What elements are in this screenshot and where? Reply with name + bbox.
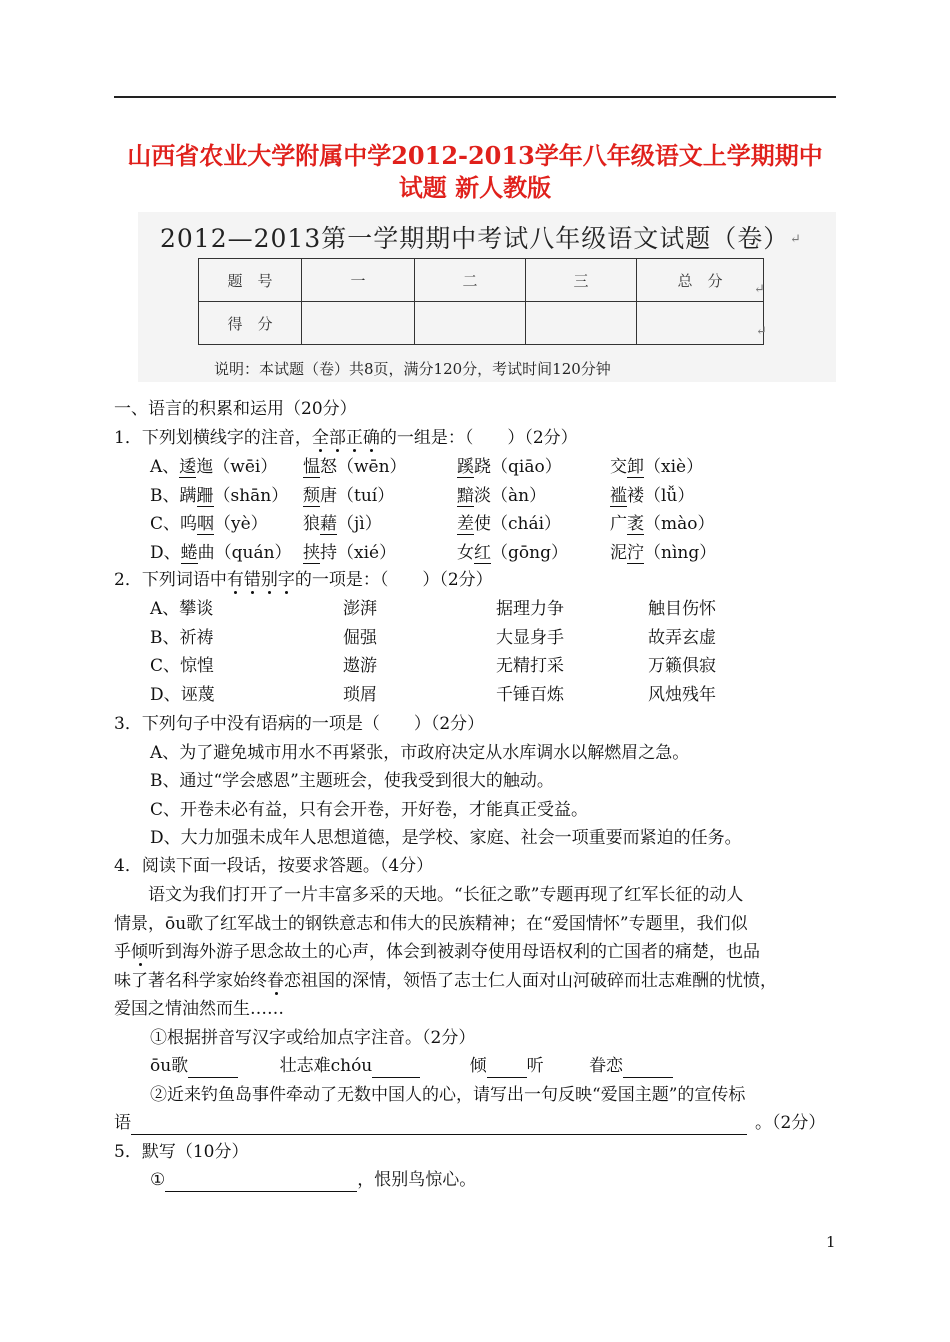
underlined-char: 红 xyxy=(474,543,491,563)
question-1-option-item: B、蹒跚（shān） xyxy=(150,486,289,506)
question-2-stem: 2．下列词语中有错别字的一项是：（ ）（2分） xyxy=(114,570,493,590)
question-2-option-item: 据理力争 xyxy=(496,599,564,619)
question-2-option-item: 琐屑 xyxy=(343,685,377,705)
answer-blank[interactable] xyxy=(487,1055,527,1078)
document-title-line1: 山西省农业大学附属中学2012-2013学年八年级语文上学期期中 xyxy=(127,141,823,170)
score-table-cell: 总 分 xyxy=(637,259,764,302)
dotted-char: 部 xyxy=(328,428,346,448)
emphasis-dotted xyxy=(312,428,380,448)
paragraph-mark-icon: ↵ xyxy=(756,324,767,339)
question-1-option-item: 泥泞（nìng） xyxy=(610,543,717,563)
question-1-stem: 1．下列划横线字的注音，全部正确的一组是：（ ）（2分） xyxy=(114,428,578,448)
underlined-char: 泞 xyxy=(627,543,644,563)
paragraph-mark-icon: ↵ xyxy=(754,282,765,297)
sub-question-1: ①根据拼音写汉字或给加点字注音。（2分） xyxy=(150,1028,476,1048)
sub-question-1-answers: ōu歌 壮志难chóu 倾 听 眷恋 xyxy=(150,1055,673,1078)
score-table-row-header xyxy=(199,259,764,302)
underlined-char: 跚 xyxy=(196,486,214,506)
underlined-char: 挟 xyxy=(303,543,320,563)
question-1-option-item: 黯淡（àn） xyxy=(457,486,547,506)
question-2-option-item: 大显身手 xyxy=(496,628,564,648)
section-heading: 一、语言的积累和运用（20分） xyxy=(114,399,357,419)
paragraph-mark-icon: ↵ xyxy=(790,232,801,247)
question-1-option-item: A、逶迤（wēi） xyxy=(150,457,278,477)
exam-header-title: 2012—2013第一学期期中考试八年级语文试题（卷） xyxy=(160,224,790,253)
score-table-blank-cell xyxy=(302,302,415,345)
underlined-char: 差 xyxy=(457,514,474,534)
question-1-option-item: 褴褛（lǚ） xyxy=(610,486,695,506)
question-2-option-item: 遨游 xyxy=(343,656,377,676)
underlined-char: 黯 xyxy=(457,486,474,506)
dotted-char: 字 xyxy=(277,570,295,590)
emphasis-dotted xyxy=(227,570,295,590)
question-3-stem: 3．下列句子中没有语病的一项是（ ）（2分） xyxy=(114,714,485,734)
question-1-option-item: 差使（chái） xyxy=(457,514,562,534)
question-2-option-item: 倔强 xyxy=(343,628,377,648)
dotted-char: 眷 xyxy=(267,971,284,991)
score-table-blank-cell xyxy=(637,302,764,345)
underlined-char: 逶 xyxy=(179,457,197,477)
dotted-char: 确 xyxy=(362,428,380,448)
underlined-char: 蹊 xyxy=(457,457,474,477)
score-table-cell: 题 号 xyxy=(199,259,302,302)
page-number: 1 xyxy=(826,1233,836,1251)
score-table-cell: 得 分 xyxy=(199,302,302,345)
underlined-char: 藉 xyxy=(320,514,337,534)
answer-blank[interactable] xyxy=(372,1055,420,1078)
question-2-option-item: B、祈祷 xyxy=(150,628,214,648)
question-2-option-item: 触目伤怀 xyxy=(648,599,716,619)
dotted-char: 别 xyxy=(260,570,278,590)
question-1-option-item: 挟持（xié） xyxy=(303,543,397,563)
underlined-char: 褴 xyxy=(610,486,627,506)
question-2-option-item: 澎湃 xyxy=(343,599,377,619)
sub-question-2: ②近来钓鱼岛事件牵动了无数中国人的心，请写出一句反映“爱国主题”的宣传标 xyxy=(150,1085,746,1105)
passage-line: 乎倾听到海外游子思念故土的心声，体会到被剥夺使用母语权利的亡国者的痛楚，也品 xyxy=(114,942,760,962)
answer-blank[interactable] xyxy=(623,1055,673,1078)
underlined-char: 卸 xyxy=(627,457,644,477)
question-2-option-item: 无精打采 xyxy=(496,656,564,676)
score-table-row-scores xyxy=(199,302,764,345)
question-5-stem: 5．默写（10分） xyxy=(114,1142,249,1162)
underlined-char: 愠 xyxy=(303,457,320,477)
passage-line: 爱国之情油然而生…… xyxy=(114,999,284,1019)
question-2-option-item: A、攀谈 xyxy=(150,599,214,619)
question-2-option-item: C、惊惶 xyxy=(150,656,215,676)
dotted-char: 有 xyxy=(226,570,244,590)
question-2-option-item: D、诬蔑 xyxy=(150,685,215,705)
sub-question-2-answer: 语 。（2分） xyxy=(114,1113,826,1133)
question-3-option: D、大力加强未成年人思想道德，是学校、家庭、社会一项重要而紧迫的任务。 xyxy=(150,828,742,848)
dotted-char: 错 xyxy=(243,570,261,590)
question-3-option: C、开卷未必有益，只有会开卷，开好卷，才能真正受益。 xyxy=(150,800,589,820)
underlined-char: 颓 xyxy=(303,486,320,506)
passage-line: 情景，ōu歌了红军战士的钢铁意志和伟大的民族精神；在“爱国情怀”专题里，我们似 xyxy=(114,914,748,934)
question-5-item: ① ，恨别鸟惊心。 xyxy=(150,1170,477,1190)
score-table-cell: 一 xyxy=(302,259,415,302)
document-title-line2: 试题 新人教版 xyxy=(398,173,552,202)
question-1-option-item: D、蜷曲（quán） xyxy=(150,543,292,563)
question-1-option-item: 广袤（mào） xyxy=(610,514,715,534)
score-table-cell: 二 xyxy=(415,259,526,302)
exam-instructions: 说明：本试题（卷）共8页，满分120分，考试时间120分钟 xyxy=(214,360,611,378)
underlined-char: 袤 xyxy=(627,514,644,534)
dotted-char: 倾 xyxy=(131,942,148,962)
question-1-option-item: 狼藉（jì） xyxy=(303,514,382,534)
question-1-option-item: 愠怒（wēn） xyxy=(303,457,407,477)
score-table-blank-cell xyxy=(415,302,526,345)
score-table xyxy=(198,258,764,345)
score-table-cell: 三 xyxy=(526,259,637,302)
score-table-blank-cell xyxy=(526,302,637,345)
underlined-char: 蜷 xyxy=(180,543,198,563)
question-1-option-item: 颓唐（tuí） xyxy=(303,486,395,506)
answer-blank[interactable] xyxy=(165,1169,357,1192)
header-rule xyxy=(114,96,836,98)
question-3-option: A、为了避免城市用水不再紧张，市政府决定从水库调水以解燃眉之急。 xyxy=(150,743,690,763)
question-2-option-item: 千锤百炼 xyxy=(496,685,564,705)
answer-blank[interactable] xyxy=(188,1055,238,1078)
question-1-option-item: 蹊跷（qiāo） xyxy=(457,457,562,477)
question-2-option-item: 故弄玄虚 xyxy=(648,628,716,648)
passage-line: 语文为我们打开了一片丰富多采的天地。“长征之歌”专题再现了红军长征的动人 xyxy=(114,885,744,905)
question-1-option-item: 女红（gōng） xyxy=(457,543,568,563)
question-2-option-item: 风烛残年 xyxy=(648,685,716,705)
question-1-option-item: C、呜咽（yè） xyxy=(150,514,268,534)
question-1-option-item: 交卸（xiè） xyxy=(610,457,704,477)
underlined-char: 咽 xyxy=(197,514,215,534)
question-2-option-item: 万籁俱寂 xyxy=(648,656,716,676)
answer-blank[interactable] xyxy=(131,1112,747,1135)
dotted-char: 正 xyxy=(345,428,363,448)
passage-line: 味了著名科学家始终眷恋祖国的深情，领悟了志士仁人面对山河破碎而壮志难酬的忧愤， xyxy=(114,971,777,991)
dotted-char: 全 xyxy=(311,428,329,448)
question-4-stem: 4．阅读下面一段话，按要求答题。（4分） xyxy=(114,856,434,876)
question-3-option: B、通过“学会感恩”主题班会，使我受到很大的触动。 xyxy=(150,771,554,791)
